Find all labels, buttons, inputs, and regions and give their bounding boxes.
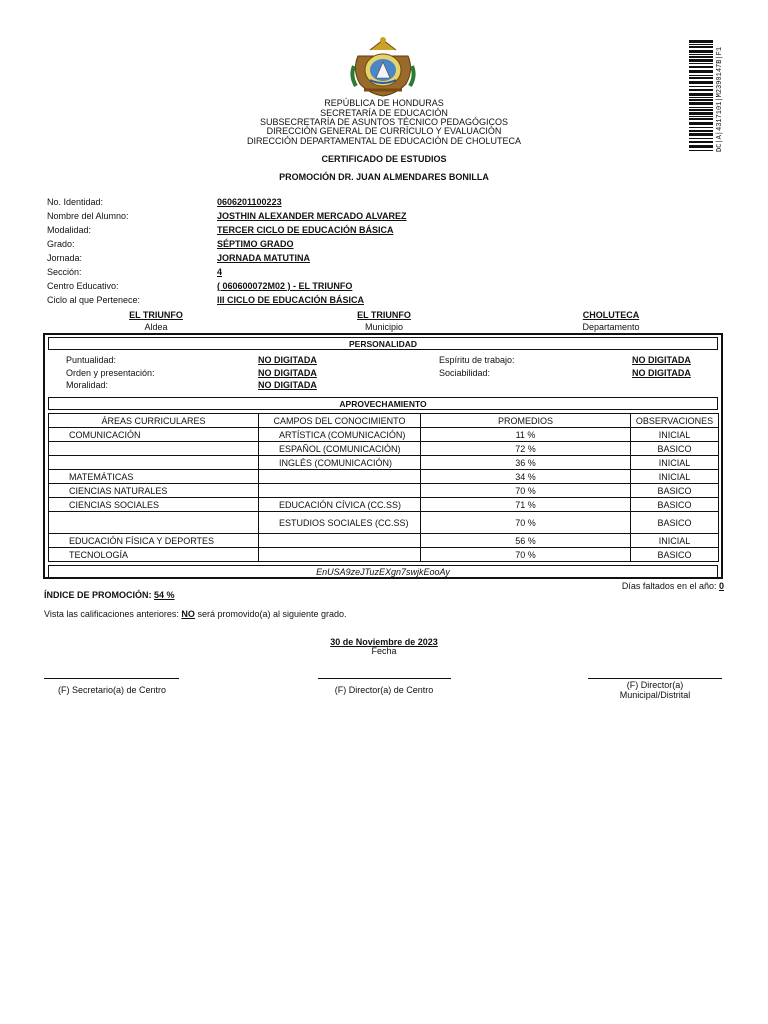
field-label: No. Identidad:	[47, 197, 104, 207]
signature-line	[44, 678, 179, 679]
field-label: Sección:	[47, 267, 82, 277]
document-subtitle: PROMOCIÓN DR. JUAN ALMENDARES BONILLA	[279, 172, 489, 182]
table-header-row	[49, 414, 719, 428]
aprovechamiento-header: APROVECHAMIENTO	[48, 397, 718, 410]
area-cell: COMUNICACIÓN	[49, 428, 259, 442]
observacion-cell: INICIAL	[631, 534, 719, 548]
personalidad-header: PERSONALIDAD	[48, 337, 718, 350]
barcode-bar	[689, 40, 713, 43]
promedio-cell: 56 %	[421, 534, 631, 548]
personalidad-label: Orden y presentación:	[66, 368, 155, 378]
field-label: Jornada:	[47, 253, 83, 263]
personalidad-value: NO DIGITADA	[632, 355, 691, 365]
barcode-bar	[689, 75, 713, 76]
promedio-cell: 70 %	[421, 484, 631, 498]
field-value: JOSTHIN ALEXANDER MERCADO ALVAREZ	[217, 211, 407, 221]
barcode-bar	[689, 150, 713, 151]
observacion-cell: BASICO	[631, 498, 719, 512]
field-value: 0606201100223	[217, 197, 282, 207]
personalidad-value: NO DIGITADA	[632, 368, 691, 378]
barcode-bar	[689, 70, 713, 73]
verification-code: EnUSA9zeJTuzEXgn7swjkEooAy	[48, 565, 718, 578]
table-row	[49, 428, 719, 442]
table-row	[49, 534, 719, 548]
observacion-cell: INICIAL	[631, 456, 719, 470]
field-value: JORNADA MATUTINA	[217, 253, 310, 263]
field-label: Ciclo al que Pertenece:	[47, 295, 141, 305]
signature-director-municipal: (F) Director(a)	[626, 680, 684, 690]
dias-faltados	[622, 581, 724, 591]
barcode-bar	[689, 44, 713, 45]
header-line: DIRECCIÓN DEPARTAMENTAL DE EDUCACIÓN DE CHOLUTECA	[246, 136, 522, 146]
signature-line	[588, 678, 722, 679]
promedio-cell: 36 %	[421, 456, 631, 470]
header-line: DIRECCIÓN GENERAL DE CURRÍCULO Y EVALUACIÓN	[266, 126, 502, 136]
campo-cell	[259, 484, 421, 498]
area-cell	[49, 442, 259, 456]
promedio-cell: 71 %	[421, 498, 631, 512]
vista-pre: Vista las calificaciones anteriores:	[44, 609, 179, 619]
field-value: SÉPTIMO GRADO	[217, 239, 294, 249]
field-value: TERCER CICLO DE EDUCACIÓN BÁSICA	[217, 225, 394, 235]
area-cell: EDUCACIÓN FÍSICA Y DEPORTES	[49, 534, 259, 548]
barcode-bar	[689, 46, 713, 48]
personalidad-label: Puntualidad:	[66, 355, 117, 365]
departamento-value: CHOLUTECA	[582, 310, 640, 320]
municipio-value: EL TRIUNFO	[357, 310, 411, 320]
promedio-cell: 70 %	[421, 512, 631, 534]
grades-frame	[43, 333, 723, 579]
field-label: Centro Educativo:	[47, 281, 119, 291]
area-cell	[49, 456, 259, 470]
observacion-cell: BASICO	[631, 548, 719, 562]
campo-cell	[259, 470, 421, 484]
barcode-bar	[689, 89, 713, 91]
field-value: 4	[217, 267, 223, 277]
area-cell: MATEMÁTICAS	[49, 470, 259, 484]
campo-cell: ESPAÑOL (COMUNICACIÓN)	[259, 442, 421, 456]
area-cell: TECNOLOGÍA	[49, 548, 259, 562]
area-cell	[49, 512, 259, 534]
barcode-bar	[689, 63, 713, 64]
promotion-statement	[44, 609, 347, 619]
barcode-bar	[689, 86, 713, 87]
campo-cell: EDUCACIÓN CÍVICA (CC.SS)	[259, 498, 421, 512]
campo-cell: ESTUDIOS SOCIALES (CC.SS)	[259, 512, 421, 534]
field-label: Nombre del Alumno:	[47, 211, 129, 221]
field-value: III CICLO DE EDUCACIÓN BÁSICA	[217, 295, 365, 305]
table-row	[49, 548, 719, 562]
personalidad-label: Moralidad:	[66, 380, 109, 390]
campo-cell: ARTÍSTICA (COMUNICACIÓN)	[259, 428, 421, 442]
observacion-cell: INICIAL	[631, 470, 719, 484]
observacion-cell: BASICO	[631, 512, 719, 534]
promedio-cell: 72 %	[421, 442, 631, 456]
observacion-cell: BASICO	[631, 484, 719, 498]
field-label: Modalidad:	[47, 225, 92, 235]
column-header: ÁREAS CURRICULARES	[49, 414, 259, 428]
campo-cell	[259, 548, 421, 562]
coat-of-arms-icon	[350, 36, 416, 98]
column-header: OBSERVACIONES	[631, 414, 719, 428]
header-line: REPÚBLICA DE HONDURAS	[324, 98, 444, 108]
promedio-cell: 34 %	[421, 470, 631, 484]
barcode-bar	[689, 66, 713, 68]
personalidad-value: NO DIGITADA	[258, 380, 317, 390]
signature-line	[318, 678, 451, 679]
table-row	[49, 484, 719, 498]
table-row	[49, 442, 719, 456]
personalidad-label: Sociabilidad:	[439, 368, 491, 378]
municipio-label: Municipio	[364, 322, 404, 332]
campo-cell: INGLÉS (COMUNICACIÓN)	[259, 456, 421, 470]
campo-cell	[259, 534, 421, 548]
table-row	[49, 498, 719, 512]
dias-value: 0	[718, 581, 724, 591]
date-label: Fecha	[371, 646, 397, 656]
promedio-cell: 70 %	[421, 548, 631, 562]
personalidad-label: Espíritu de trabajo:	[439, 355, 515, 365]
personalidad-value: NO DIGITADA	[258, 355, 317, 365]
vista-post: será promovido(a) al siguiente grado.	[197, 609, 347, 619]
departamento-label: Departamento	[582, 322, 640, 332]
promedio-cell: 11 %	[421, 428, 631, 442]
barcode-text: DC|A|4317101|M2390147B|F1	[716, 46, 724, 152]
column-header: PROMEDIOS	[421, 414, 631, 428]
barcode-bar	[689, 50, 713, 53]
column-header: CAMPOS DEL CONOCIMIENTO	[259, 414, 421, 428]
barcode-bar	[689, 59, 713, 62]
barcode-bar	[689, 77, 713, 79]
indice-value: 54 %	[154, 590, 175, 600]
indice-label: ÍNDICE DE PROMOCIÓN:	[44, 590, 152, 600]
observacion-cell: INICIAL	[631, 428, 719, 442]
signature-secretario: (F) Secretario(a) de Centro	[57, 685, 167, 695]
signature-director: (F) Director(a) de Centro	[334, 685, 434, 695]
field-label: Grado:	[47, 239, 75, 249]
aldea-value: EL TRIUNFO	[129, 310, 183, 320]
table-row	[49, 470, 719, 484]
table-row	[49, 512, 719, 534]
observacion-cell: BASICO	[631, 442, 719, 456]
vista-no: NO	[181, 609, 195, 619]
area-cell: CIENCIAS SOCIALES	[49, 498, 259, 512]
header-line: SUBSECRETARÍA DE ASUNTOS TÉCNICO PEDAGÓGICOS	[259, 117, 509, 127]
field-value: ( 060600072M02 ) - EL TRIUNFO	[217, 281, 353, 291]
barcode-bar	[689, 93, 713, 96]
barcode-bar	[689, 56, 713, 58]
table-row	[49, 456, 719, 470]
date-value: 30 de Noviembre de 2023	[330, 637, 438, 647]
document-title: CERTIFICADO DE ESTUDIOS	[321, 154, 447, 164]
barcode-bar	[689, 54, 713, 55]
signature-director-municipal-sub: Municipal/Distrital	[619, 690, 691, 700]
personalidad-value: NO DIGITADA	[258, 368, 317, 378]
header-line: SECRETARÍA DE EDUCACIÓN	[320, 108, 448, 118]
barcode-bar	[689, 81, 713, 84]
grades-table	[48, 413, 719, 562]
dias-label: Días faltados en el año:	[621, 581, 717, 591]
indice-promocion	[44, 590, 175, 600]
area-cell: CIENCIAS NATURALES	[49, 484, 259, 498]
aldea-label: Aldea	[144, 322, 168, 332]
